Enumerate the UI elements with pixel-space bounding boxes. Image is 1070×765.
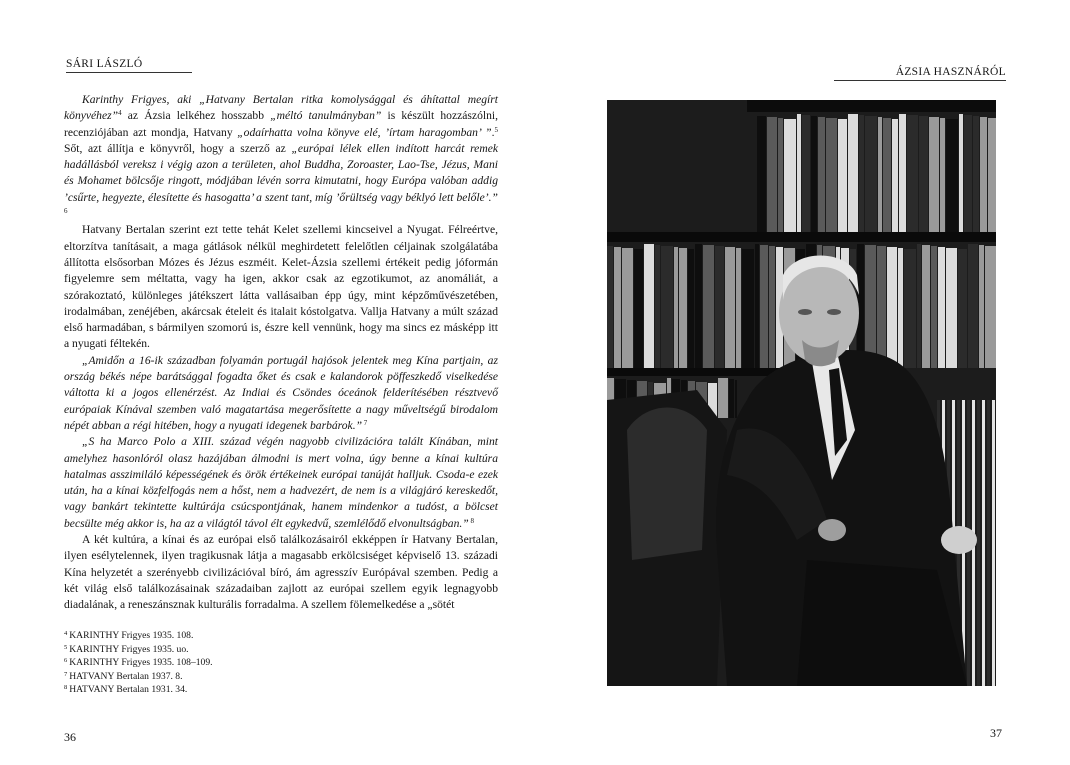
book-spine — [784, 119, 796, 232]
book-spine — [725, 247, 735, 368]
running-head-left: SÁRI LÁSZLÓ — [66, 58, 143, 70]
book-spine — [904, 249, 916, 368]
book-spine — [735, 380, 737, 418]
book-spine — [899, 114, 906, 232]
book-spine — [931, 246, 937, 368]
book-spine — [848, 114, 858, 232]
book-spine — [878, 117, 882, 232]
footnote-text: HATVANY Bertalan 1937. 8. — [69, 670, 183, 682]
book-spine — [797, 114, 801, 232]
book-spine — [742, 249, 754, 368]
book-spine — [907, 115, 918, 232]
footnote-text: KARINTHY Frigyes 1935. 108. — [69, 630, 194, 641]
footnote — [64, 669, 364, 683]
book-spine — [887, 247, 897, 368]
chair-stripe — [987, 400, 990, 686]
book-spine — [703, 245, 714, 368]
book-spine — [865, 116, 877, 232]
paragraph — [64, 434, 498, 532]
book-spine — [695, 244, 702, 368]
book-spine — [917, 244, 921, 368]
footnote — [64, 628, 364, 642]
footnote — [64, 642, 364, 656]
book-spine — [959, 114, 963, 232]
book-spine — [679, 248, 687, 368]
chair-stripe — [977, 400, 980, 686]
book-spine — [898, 248, 903, 368]
text-run: is készült hozzászólni, recenziójában azt mondja, Hatvany — [64, 109, 499, 139]
book-spine — [919, 116, 928, 232]
book-spine — [892, 119, 898, 232]
book-spine — [634, 249, 643, 368]
footnote-number: 4 — [64, 630, 68, 637]
book-spine — [811, 116, 817, 232]
book-spine — [865, 245, 876, 368]
portrait-photo-drawing — [607, 100, 996, 686]
portrait-photo — [607, 100, 996, 686]
book-spine — [802, 115, 810, 232]
book-spine — [767, 117, 777, 232]
text-run: Sőt, azt állítja e könyvről, hogy a szerző az — [64, 141, 292, 155]
book-spine — [958, 249, 967, 368]
text-run: az Ázsia lelkéhez hosszabb — [121, 109, 271, 123]
text-run: Hatvany Bertalan szerint ezt tette tehát Kelet szellemi kincseivel a Nyugat. Félreértve, eltorzítva tanításait, a maga gátlások nélkül meghirdetett felelőtlen céljainak szolgálatába állította elsősorban Mózes és Jézus eszméit. Kelet-Ázsia szellemi értékeit pedig jóformán figyelemre sem méltatta, vagy ha igen, akkor csak az egzotikumot, az anomáliát, a szórakoztató, különleges játékszert látta vallásaiban épp úgy, mint képzőművészetében, irodalmában, zenéjében, akárcsak ételeit és italait kóstolgatva. Vallja Hatvany a múlt század első harmadában, s bármilyen szomorú is, észre kell vennünk, hogy ma sincs ez másképp itt a nyugati féltekén. — [64, 223, 498, 351]
paragraph — [64, 353, 498, 434]
italic-text: „európai lélek ellen indított harcát remek hadállásból vereksz i végig azon a területen, ahol Buddha, Zoroaster, Lao-Tse, Jézus, Mani és Mohamet bölcsője ringott, módjában lévén sorra kimutatni, hogy Európa valóban addig ’csűrte, hegyezte, élesítette és hasogatta’ a szent tant, míg ’őrültség vagy béklyó lett belőle’.” — [64, 141, 498, 204]
text-run: A két kultúra, a kínai és az európai első találkozásairól ekképpen ír Hatvany Bertalan, ilyen esélytelennek, ilyen tragikusnak látja a magasabb erkölcsiséget képviselő 13. századi Kína helyzetét a szerényebb civilizációval bíró, ám agresszív Európával szemben. Pedig a két világ első találkozásainak századaiban zajlott az európai szellem egyik legnagyobb diadalának, a reneszánsznak kulturális forradalma. A szellem fölemelkedése a „sötét — [64, 533, 498, 612]
footnote-ref: 6 — [64, 207, 68, 216]
page-number-right: 37 — [990, 726, 1002, 740]
book-spine — [818, 117, 825, 232]
book-spine — [883, 118, 891, 232]
footnotes — [64, 628, 364, 696]
book-spine — [985, 246, 996, 368]
book-spine — [614, 247, 621, 368]
book-spine — [622, 248, 633, 368]
footnote-ref: 8 — [468, 516, 474, 525]
footnote-number: 7 — [64, 670, 68, 678]
book-spine — [929, 117, 939, 232]
book-spine — [644, 244, 654, 368]
book-spine — [826, 118, 837, 232]
footnote-text: KARINTHY Frigyes 1935. 108–109. — [69, 657, 213, 669]
page-number-left: 36 — [64, 730, 76, 744]
book-spine — [973, 116, 979, 232]
footnote-text: HATVANY Bertalan 1931. 34. — [69, 684, 188, 696]
book-spine — [674, 247, 678, 368]
book-spine — [736, 248, 741, 368]
italic-text: „S ha Marco Polo a XIII. század végén nagyobb civilizációra talált Kínában, mint amelyhez hasonlóról olasz hazájában álmodni is mert volna, úgy benne a kínai kultúra hatalmas asszimiláló képességének és örök értékeinek európai tanúját halljuk. Csoda-e ezek után, ha a kínai közfelfogás nem a hőst, nem a hadvezért, de nem is a világjáró kereskedőt, vagy bankárt tekintette kultúrája csúcspontjának, hanem mindenkor a tudóst, a bölcset becsülte még akkor is, ha az a világtól távol élt egykedvű, szemlélődő elvonultságban.” — [64, 435, 498, 530]
book-spine — [729, 379, 734, 418]
footnote-number: 6 — [64, 657, 68, 665]
footnote — [64, 682, 364, 696]
footnote-ref: 4 — [118, 109, 122, 118]
book-spine — [607, 246, 613, 368]
footnote — [64, 655, 364, 669]
text-run: . — [491, 125, 495, 139]
book-spine — [757, 116, 766, 232]
book-spine — [968, 244, 978, 368]
book-spine — [946, 248, 957, 368]
book-spine — [859, 115, 864, 232]
italic-text: „odaírhatta volna könyve elé, ’írtam haragomban’ ” — [237, 125, 492, 139]
paragraph — [64, 92, 498, 222]
italic-text: „méltó tanulmányban” — [270, 109, 382, 123]
chair-stripe — [992, 400, 995, 686]
book-spine — [922, 245, 930, 368]
book-spine — [755, 244, 759, 368]
body-text — [64, 92, 498, 614]
book-spine — [661, 246, 673, 368]
book-spine — [778, 118, 783, 232]
footnote-ref: 5 — [494, 125, 498, 134]
book-spine — [877, 246, 886, 368]
running-head-right: ÁZSIA HASZNÁRÓL — [895, 66, 1006, 78]
book-spine — [979, 245, 984, 368]
italic-text: Karinthy Frigyes, aki „Hatvany Bertalan ritka komolysággal és áhítattal megírt könyvéhez” — [64, 93, 498, 123]
book-spine — [769, 246, 775, 368]
book-spine — [718, 378, 728, 418]
book-spine — [988, 118, 996, 232]
footnote-ref: 7 — [362, 418, 368, 427]
book-spine — [946, 119, 958, 232]
paragraph — [64, 532, 498, 613]
footnote-number: 5 — [64, 643, 68, 651]
book-spine — [838, 119, 847, 232]
book-spine — [688, 249, 694, 368]
paragraph — [64, 222, 498, 352]
footnote-number: 8 — [64, 684, 68, 692]
book-spine — [760, 245, 768, 368]
italic-text: „Amidőn a 16-ik században folyamán portugál hajósok jelentek meg Kína partjain, az ország békés népe barátsággal fogadta őket és csak e kalandorok pöffeszkedő viselkedése váltotta ki a jogos ellenérzést. Az Indiai és Csöndes óceánok felderítésében résztvevő európaiak Kínával szemben való magatartása megerősítette a nagy műveltségű birodalom népét abban a régi hitében, hogy a nyugati idegenek barbárok.” — [64, 353, 498, 432]
chair-stripe — [982, 400, 985, 686]
book-spine — [655, 245, 660, 368]
book-spine — [980, 117, 987, 232]
book-spine — [938, 247, 945, 368]
footnote-text: KARINTHY Frigyes 1935. uo. — [69, 643, 189, 655]
book-spine — [964, 115, 972, 232]
book-spine — [715, 246, 724, 368]
book-spine — [940, 118, 945, 232]
